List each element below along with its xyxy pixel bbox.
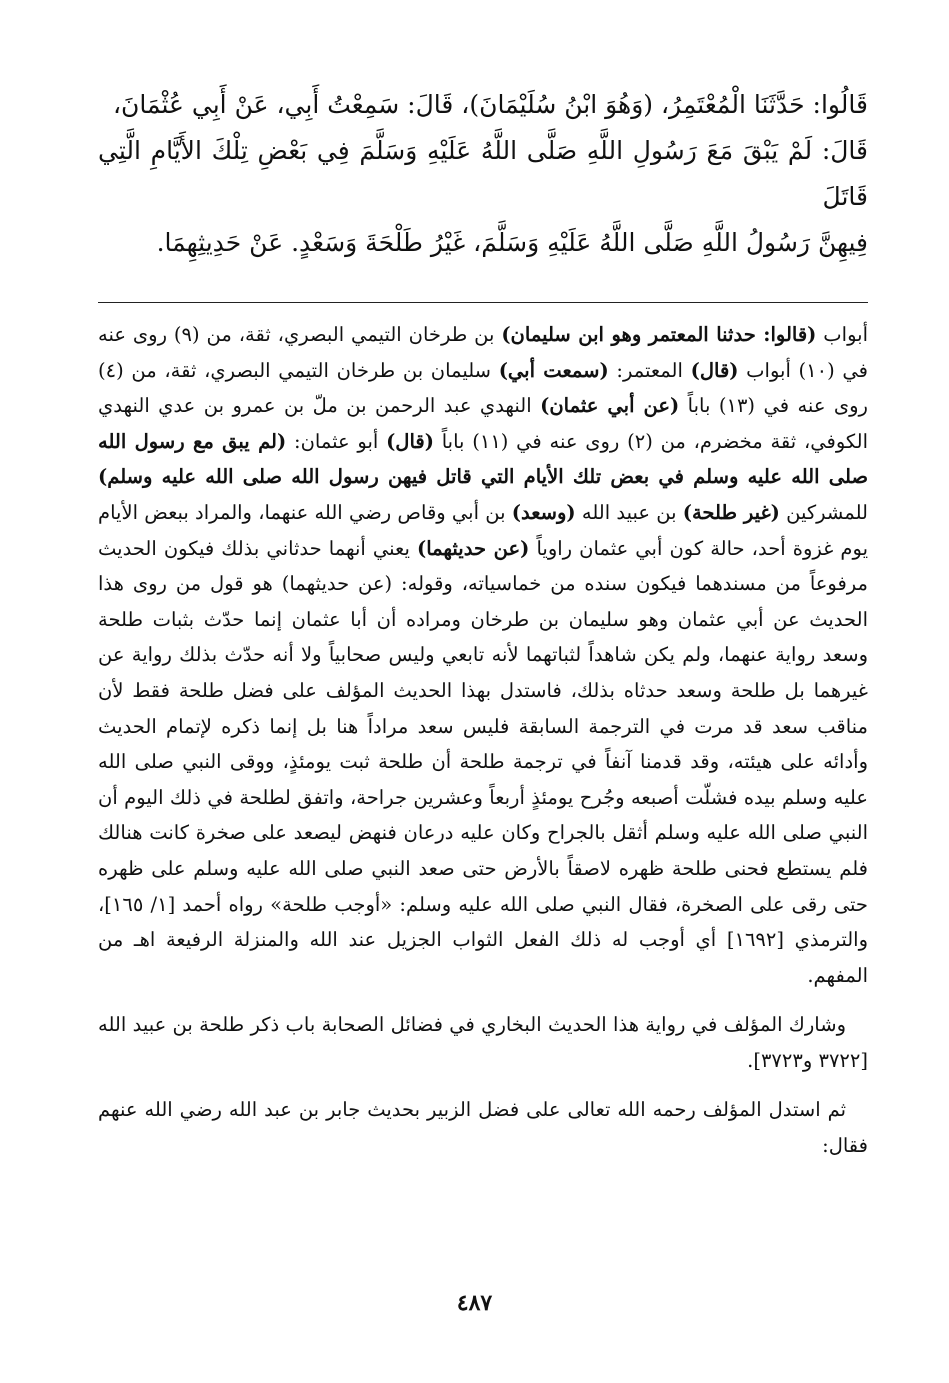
page-number: ٤٨٧ bbox=[456, 1290, 493, 1316]
footnote-divider bbox=[98, 302, 868, 303]
hadith-line: قَالَ: لَمْ يَبْقَ مَعَ رَسُولِ اللَّهِ صَلَّى اللَّهُ عَلَيْهِ وَسَلَّمَ فِي بَعْضِ تِلْكَ الأَيَّامِ الَّتِي قَاتَلَ bbox=[98, 136, 868, 211]
hadith-text bbox=[98, 82, 868, 266]
zubair-paragraph: ثم استدل المؤلف رحمه الله تعالى على فضل الزبير بحديث جابر بن عبد الله رضي الله عنهم فقال: bbox=[98, 1098, 868, 1158]
commentary-quote: (وسعد) bbox=[511, 500, 576, 524]
commentary-text: أبو عثمان: bbox=[286, 429, 387, 453]
hadith-line: فِيهِنَّ رَسُولُ اللَّهِ صَلَّى اللَّهُ عَلَيْهِ وَسَلَّمَ، غَيْرُ طَلْحَةَ وَسَعْدٍ. عَنْ حَدِيثِهِمَا. bbox=[156, 228, 868, 257]
sharik-paragraph: وشارك المؤلف في رواية هذا الحديث البخاري في فضائل الصحابة باب ذكر طلحة بن عبيد الله [٣٧٢٢ و٣٧٢٣]. bbox=[98, 1013, 868, 1072]
commentary-quote: (غير طلحة) bbox=[682, 500, 780, 524]
commentary-text: سليمان بن طرخان التيمي البصري، ثقة، من (٤) روى عنه في (١٣) باباً bbox=[98, 358, 868, 418]
commentary-paragraph bbox=[98, 317, 868, 993]
commentary-text: يعني أنهما حدثاني بذلك فيكون الحديث مرفوعاً من مسندهما فيكون سنده من خماسياته، وقوله: (عن حديثهما) هو قول من روى هذا الحديث عن أبي عثمان وهو سليمان بن طرخان ومراده أن أبا عثمان إنما حدّث بثبات طلحة وسعد رواية عنهما، ولم يكن شاهداً لثباتهما لأنه تابعي وليس صحابياً ولا أنه حدّث بذلك رواية عن غيرهما بل طلحة وسعد حدثاه بذلك، فاستدل بهذا الحديث المؤلف على فضل طلحة فقط لأن مناقب سعد قد مرت في الترجمة السابقة فليس سعد مراداً هنا بل إنما ذكره لإتمام الحديث وأدائه على هيئته، وقد قدمنا آنفاً في ترجمة طلحة أن طلحة ثبت يومئذٍ، ووقى النبي صلى الله عليه وسلم بيده فشلّت أصبعه وجُرح يومئذٍ أربعاً وعشرين جراحة، واتفق لطلحة في ذلك اليوم أن النبي صلى الله عليه وسلم أثقل بالجراح وكان عليه درعان فنهض ليصعد على صخرة كانت هنالك فلم يستطع فحنى طلحة ظهره لاصقاً بالأرض حتى صعد النبي صلى الله عليه وسلم على ظهره حتى رقى على الصخرة، فقال النبي صلى الله عليه وسلم: «أوجب طلحة» رواه أحمد [١/ ١٦٥]، والترمذي [١٦٩٢] أي أوجب له ذلك الفعل الثواب الجزيل عند الله والمنزلة الرفيعة اهـ من المفهم. bbox=[98, 536, 868, 987]
commentary-quote: (قال) bbox=[386, 429, 434, 453]
commentary-quote: (قالوا: حدثنا المعتمر وهو ابن سليمان) bbox=[501, 323, 817, 346]
commentary-text: بن أبي وقاص رضي الله عنهما، والمراد ببعض الأيام يوم غزوة أحد، حالة كون أبي عثمان راوياً bbox=[98, 500, 868, 560]
commentary-text: أبواب bbox=[816, 323, 868, 346]
commentary-text: بن عبيد الله bbox=[575, 500, 683, 524]
commentary-quote: (قال) bbox=[690, 358, 739, 382]
commentary-text: بن طرخان التيمي البصري، ثقة، من (٩) روى عنه في (١٠) أبواب bbox=[98, 323, 868, 382]
commentary-quote: (عن أبي عثمان) bbox=[540, 394, 680, 418]
commentary-text: للمشركين bbox=[779, 500, 868, 524]
page-body bbox=[98, 82, 868, 1164]
commentary-text: المعتمر: bbox=[608, 358, 691, 382]
commentary-quote: (لم يبق مع رسول الله صلى الله عليه وسلم في بعض تلك الأيام التي قاتل فيهن رسول الله صلى الله عليه وسلم) bbox=[98, 429, 868, 489]
commentary-quote: (عن حديثهما) bbox=[416, 536, 530, 560]
commentary-quote: (سمعت أبي) bbox=[498, 358, 609, 382]
hadith-line: قَالُوا: حَدَّثَنَا الْمُعْتَمِرُ، (وَهُوَ ابْنُ سُلَيْمَانَ)، قَالَ: سَمِعْتُ أَبِي، عَنْ أَبِي عُثْمَانَ، bbox=[112, 90, 868, 119]
commentary-text: النهدي عبد الرحمن بن ملّ بن عمرو بن عدي النهدي الكوفي، ثقة مخضرم، من (٢) روى عنه في (١١) باباً bbox=[98, 394, 869, 453]
